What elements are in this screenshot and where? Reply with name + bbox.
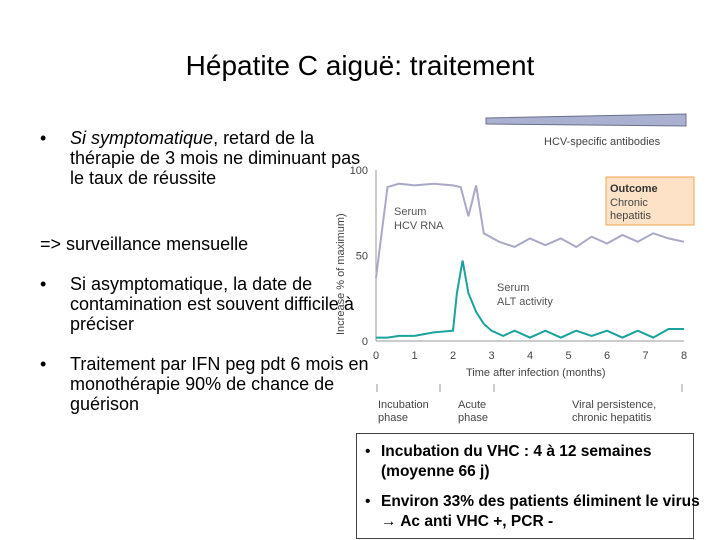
alt-label-line1: Serum [497,282,530,294]
x-axis-label: Time after infection (months) [466,367,606,379]
right-arrow-icon: → [381,513,397,530]
x-ticks [373,350,687,362]
rna-label-line1: Serum [394,206,427,218]
bullet-emphasis: Si symptomatique [70,128,214,148]
y-ticks [350,165,368,348]
phase-incubation-line1: Incubation [378,399,429,411]
rna-label-line2: HCV RNA [394,220,444,232]
x-tick-label: 3 [488,350,495,362]
y-tick-label: 50 [355,250,368,263]
bullet-dot: • [40,354,47,374]
bullet-item-asymptomatic [40,274,370,334]
bullet-item-symptomatic [40,128,370,188]
y-axis-label: Increase % of maximum) [335,213,347,335]
x-tick-label: 2 [450,350,457,362]
bullet-dot: • [40,274,47,294]
x-tick-label: 6 [604,350,611,362]
phase-acute-line2: phase [458,412,488,424]
plain-line: => surveillance mensuelle [40,234,249,254]
phase-persistence-line1: Viral persistence, [572,399,657,411]
x-tick-label: 1 [411,350,418,362]
slide-title: Hépatite C aiguë: traitement [185,50,535,81]
x-tick-label: 4 [527,350,534,362]
x-tick-label: 8 [681,350,688,362]
alt-label-line2: ALT activity [497,296,553,308]
bullet-dot: • [365,443,371,460]
x-tick-label: 0 [373,350,380,362]
summary-box [356,433,700,539]
phase-acute-line1: Acute [458,399,487,411]
antibodies-label: HCV-specific antibodies [544,136,661,148]
summary-item-clearance [365,492,703,532]
y-tick-label: 0 [361,336,368,348]
y-tick-label: 100 [349,165,368,177]
outcome-title: Outcome [610,183,658,195]
hcv-chart [332,112,696,430]
bullet-item-treatment [40,354,370,414]
antibodies-band [486,114,686,126]
summary-text-before: Environ 33% des patients éliminent le virus [381,493,700,510]
summary-text-after: Ac anti VHC +, PCR - [396,513,554,530]
phase-persistence-line2: chronic hepatitis [572,412,652,424]
bullet-dot: • [40,128,47,148]
bullet-text: Traitement par IFN peg pdt 6 mois en monothérapie 90% de chance de guérison [70,354,369,414]
outcome-line2: hepatitis [610,210,651,222]
bullet-dot: • [365,493,371,510]
x-tick-label: 7 [642,350,649,362]
x-tick-label: 5 [565,350,572,362]
outcome-line1: Chronic [610,197,648,209]
bullet-text: Si asymptomatique, la date de contamination est souvent difficile à préciser [70,274,354,334]
summary-item-incubation [365,442,703,482]
phase-incubation-line2: phase [378,412,408,424]
summary-text: Incubation du VHC : 4 à 12 semaines (moyenne 66 j) [381,443,652,480]
bullet-text: , retard de la thérapie de 3 mois ne diminuant pas le taux de réussite [70,128,361,188]
